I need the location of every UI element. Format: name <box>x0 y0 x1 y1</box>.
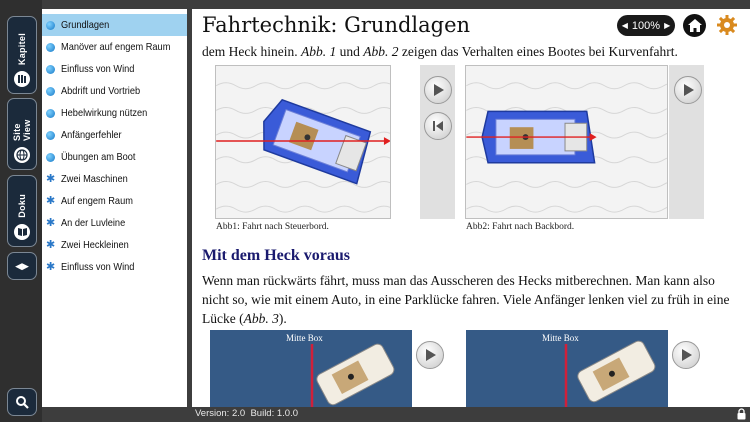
cog-icon <box>716 14 738 36</box>
book-icon <box>14 224 30 240</box>
play-icon <box>432 84 444 96</box>
home-icon <box>688 19 702 32</box>
left-rail <box>0 0 42 422</box>
content-area <box>192 9 750 407</box>
figure-2-play-button[interactable] <box>674 76 702 104</box>
bullet-dot-icon <box>46 153 55 162</box>
figure-ref: Abb. 1 <box>300 44 337 59</box>
zoom-level: 100% <box>631 19 661 32</box>
menu-item-label: Zwei Heckleinen <box>61 239 129 251</box>
version-info <box>195 408 298 419</box>
globe-icon <box>14 147 30 163</box>
bullet-dot-icon <box>46 109 55 118</box>
text-run: ). <box>278 311 287 326</box>
gear-icon: ✱ <box>46 260 56 273</box>
figure-4-image <box>466 330 668 407</box>
toggle-arrows-icon: ◀▶ <box>15 260 29 271</box>
menu-item-label: Hebelwirkung nützen <box>61 107 148 119</box>
section-paragraph <box>202 271 732 328</box>
figure-3-image <box>210 330 412 407</box>
menu-item-label: Grundlagen <box>61 19 110 31</box>
menu-item-auf-engem-raum[interactable] <box>42 190 187 212</box>
build-label: Build: <box>250 408 275 419</box>
figure-1-caption: Abb1: Fahrt nach Steuerbord. <box>216 222 329 232</box>
figure-4-play-button[interactable] <box>672 341 700 369</box>
figure-ref: Abb. 2 <box>363 44 399 59</box>
figure-2-caption: Abb2: Fahrt nach Backbord. <box>466 222 575 232</box>
page-title: Fahrtechnik: Grundlagen <box>202 13 471 37</box>
figure-3-play-button[interactable] <box>416 341 444 369</box>
zoom-out-icon[interactable]: ◀ <box>621 21 628 30</box>
text-run: Wenn man rückwärts fährt, muss man das Ausscheren des Hecks mitberechnen. Man kann also nicht so, wie mit einem Auto, in eine Parklücke fahren. Viele Anfänger lenken viel zu früh in eine Lücke ( <box>202 273 730 326</box>
version-label: Version: <box>195 408 230 419</box>
menu-item-label: Einfluss von Wind <box>61 261 135 273</box>
boat-turn-port-graphic <box>466 66 667 218</box>
menu-item-zwei-heckleinen[interactable] <box>42 234 187 256</box>
chapters-icon <box>14 71 30 87</box>
doku-tab[interactable] <box>7 175 37 247</box>
kapitel-tab-label: Kapitel <box>17 32 27 65</box>
site-view-tab-label: Site View <box>12 119 32 142</box>
menu-item-label: An der Luvleine <box>61 217 126 229</box>
version-value: 2.0 <box>231 408 246 419</box>
menu-item-label: Einfluss von Wind <box>61 63 135 75</box>
menu-item-label: Auf engem Raum <box>61 195 133 207</box>
zoom-control[interactable] <box>617 15 675 36</box>
play-icon <box>424 349 436 361</box>
figure-1-rewind-button[interactable] <box>424 112 452 140</box>
bullet-dot-icon <box>46 43 55 52</box>
menu-item-einfluss-wind[interactable] <box>42 58 187 80</box>
gear-icon: ✱ <box>46 194 56 207</box>
bullet-dot-icon <box>46 131 55 140</box>
text-run: zeigen das Verhalten eines Bootes bei Kurvenfahrt. <box>398 44 678 59</box>
boat-turn-starboard-graphic <box>216 66 390 218</box>
menu-item-luvleine[interactable] <box>42 212 187 234</box>
menu-item-zwei-maschinen[interactable] <box>42 168 187 190</box>
panel-toggle-button[interactable] <box>7 252 37 280</box>
chapter-menu <box>42 9 187 407</box>
search-button[interactable] <box>7 388 37 416</box>
intro-paragraph <box>202 42 742 61</box>
figure-1-play-button[interactable] <box>424 76 452 104</box>
figure-ref: Abb. 3 <box>243 311 279 326</box>
menu-item-label: Manöver auf engem Raum <box>61 41 171 53</box>
bullet-dot-icon <box>46 65 55 74</box>
gear-icon: ✱ <box>46 216 56 229</box>
menu-item-hebelwirkung[interactable] <box>42 102 187 124</box>
play-icon <box>680 349 692 361</box>
bullet-dot-icon <box>46 21 55 30</box>
gear-icon: ✱ <box>46 172 56 185</box>
figure-1-image <box>215 65 391 219</box>
text-run: dem Heck hinein. <box>202 44 301 59</box>
doku-tab-label: Doku <box>17 194 27 218</box>
home-button[interactable] <box>683 14 706 37</box>
section-heading: Mit dem Heck voraus <box>202 247 350 264</box>
mitte-box-label: Mitte Box <box>286 333 323 343</box>
menu-item-label: Anfängerfehler <box>61 129 122 141</box>
menu-item-manoever[interactable] <box>42 36 187 58</box>
text-run: und <box>336 44 364 59</box>
zoom-in-icon[interactable]: ▶ <box>664 21 671 30</box>
lock-icon[interactable] <box>736 408 747 420</box>
menu-item-label: Abdrift und Vortrieb <box>61 85 141 97</box>
menu-item-label: Zwei Maschinen <box>61 173 128 185</box>
menu-item-uebungen[interactable] <box>42 146 187 168</box>
menu-item-einfluss-wind-2[interactable] <box>42 256 187 278</box>
settings-button[interactable] <box>715 13 739 37</box>
menu-item-anfaengerfehler[interactable] <box>42 124 187 146</box>
play-icon <box>682 84 694 96</box>
menu-item-abdrift[interactable] <box>42 80 187 102</box>
rewind-icon <box>432 120 444 132</box>
menu-item-grundlagen[interactable] <box>42 14 187 36</box>
bullet-dot-icon <box>46 87 55 96</box>
build-value: 1.0.0 <box>276 408 299 419</box>
search-icon <box>15 395 29 409</box>
mitte-box-label: Mitte Box <box>542 333 579 343</box>
figure-2-image <box>465 65 668 219</box>
site-view-tab[interactable] <box>7 98 37 170</box>
menu-item-label: Übungen am Boot <box>61 151 136 163</box>
kapitel-tab[interactable] <box>7 16 37 94</box>
gear-icon: ✱ <box>46 238 56 251</box>
